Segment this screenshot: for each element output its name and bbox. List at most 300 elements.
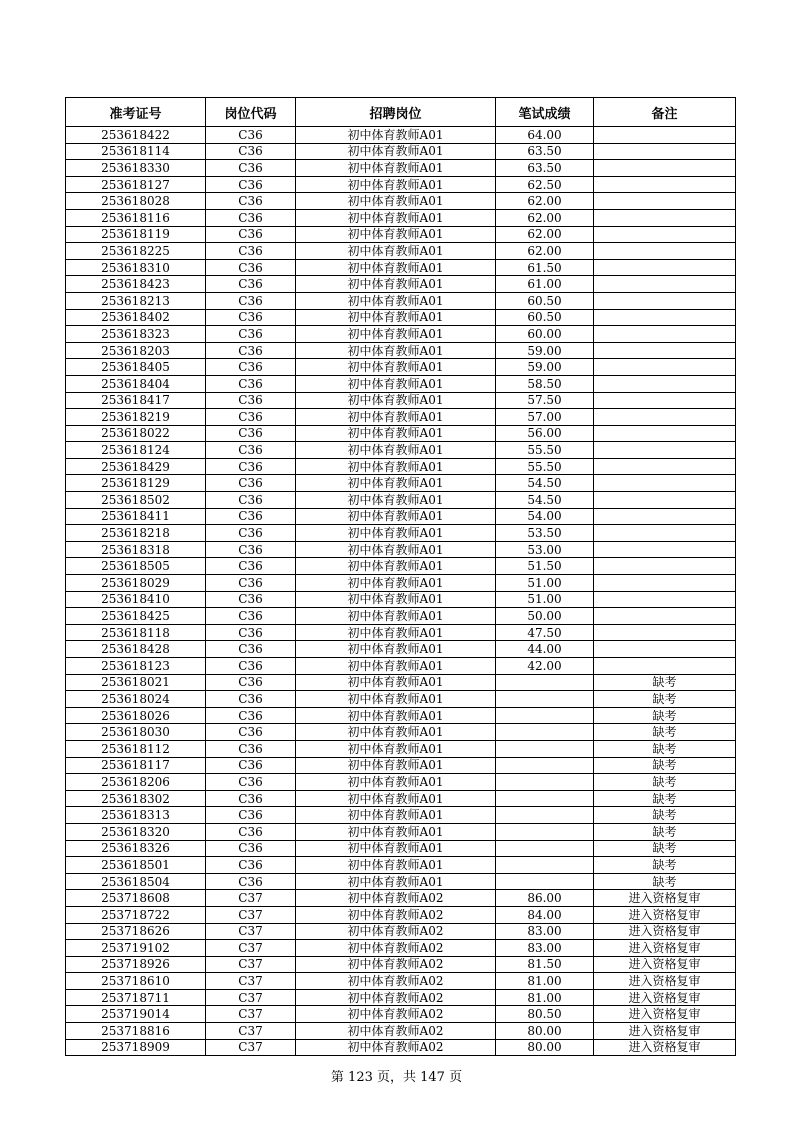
position-cell: 初中体育教师A01 <box>296 624 496 641</box>
score-cell <box>496 807 594 824</box>
position-cell: 初中体育教师A02 <box>296 1023 496 1040</box>
position-code-cell: C36 <box>206 774 296 791</box>
table-header-row <box>66 98 736 127</box>
remark-cell <box>594 409 736 426</box>
position-code-cell: C37 <box>206 1039 296 1056</box>
position-code-cell: C36 <box>206 342 296 359</box>
exam-id-cell: 253718608 <box>66 890 206 907</box>
table-row <box>66 591 736 608</box>
position-code-cell: C36 <box>206 558 296 575</box>
remark-cell: 缺考 <box>594 823 736 840</box>
table-row <box>66 724 736 741</box>
position-cell: 初中体育教师A01 <box>296 508 496 525</box>
score-cell <box>496 757 594 774</box>
score-cell: 59.00 <box>496 359 594 376</box>
exam-id-cell: 253618026 <box>66 707 206 724</box>
position-code-cell: C36 <box>206 541 296 558</box>
score-cell: 56.00 <box>496 425 594 442</box>
table-row <box>66 541 736 558</box>
remark-cell <box>594 276 736 293</box>
exam-id-cell: 253618114 <box>66 143 206 160</box>
score-cell: 60.00 <box>496 326 594 343</box>
position-cell: 初中体育教师A01 <box>296 326 496 343</box>
remark-cell <box>594 392 736 409</box>
score-cell: 42.00 <box>496 658 594 675</box>
score-cell: 47.50 <box>496 624 594 641</box>
remark-cell: 进入资格复审 <box>594 890 736 907</box>
position-cell: 初中体育教师A01 <box>296 641 496 658</box>
remark-cell: 缺考 <box>594 674 736 691</box>
exam-id-cell: 253618502 <box>66 492 206 509</box>
table-row <box>66 359 736 376</box>
position-cell: 初中体育教师A01 <box>296 475 496 492</box>
table-row <box>66 940 736 957</box>
exam-id-cell: 253718626 <box>66 923 206 940</box>
remark-cell: 缺考 <box>594 807 736 824</box>
exam-id-cell: 253618123 <box>66 658 206 675</box>
remark-cell: 进入资格复审 <box>594 923 736 940</box>
score-cell: 51.00 <box>496 591 594 608</box>
exam-id-cell: 253618417 <box>66 392 206 409</box>
position-cell: 初中体育教师A01 <box>296 143 496 160</box>
position-code-cell: C36 <box>206 243 296 260</box>
table-row <box>66 906 736 923</box>
table-row <box>66 458 736 475</box>
position-code-cell: C36 <box>206 326 296 343</box>
table-row <box>66 209 736 226</box>
header-remark: 备注 <box>594 98 736 127</box>
position-cell: 初中体育教师A01 <box>296 740 496 757</box>
position-code-cell: C36 <box>206 292 296 309</box>
table-row <box>66 176 736 193</box>
position-cell: 初中体育教师A01 <box>296 409 496 426</box>
score-cell: 63.50 <box>496 143 594 160</box>
table-row <box>66 292 736 309</box>
exam-id-cell: 253618411 <box>66 508 206 525</box>
remark-cell <box>594 193 736 210</box>
position-code-cell: C36 <box>206 873 296 890</box>
exam-id-cell: 253618423 <box>66 276 206 293</box>
position-cell: 初中体育教师A01 <box>296 442 496 459</box>
exam-id-cell: 253618313 <box>66 807 206 824</box>
position-cell: 初中体育教师A02 <box>296 940 496 957</box>
remark-cell <box>594 658 736 675</box>
remark-cell <box>594 176 736 193</box>
exam-id-cell: 253718816 <box>66 1023 206 1040</box>
position-code-cell: C36 <box>206 276 296 293</box>
remark-cell <box>594 591 736 608</box>
remark-cell: 缺考 <box>594 857 736 874</box>
position-cell: 初中体育教师A01 <box>296 840 496 857</box>
position-code-cell: C36 <box>206 176 296 193</box>
exam-id-cell: 253618124 <box>66 442 206 459</box>
remark-cell <box>594 525 736 542</box>
exam-id-cell: 253618029 <box>66 575 206 592</box>
position-cell: 初中体育教师A01 <box>296 193 496 210</box>
score-cell: 54.00 <box>496 508 594 525</box>
position-cell: 初中体育教师A01 <box>296 425 496 442</box>
exam-id-cell: 253618501 <box>66 857 206 874</box>
position-cell: 初中体育教师A02 <box>296 1039 496 1056</box>
score-cell: 83.00 <box>496 940 594 957</box>
table-row <box>66 658 736 675</box>
table-row <box>66 342 736 359</box>
position-cell: 初中体育教师A01 <box>296 160 496 177</box>
position-cell: 初中体育教师A01 <box>296 790 496 807</box>
exam-id-cell: 253618422 <box>66 127 206 144</box>
position-code-cell: C36 <box>206 740 296 757</box>
table-row <box>66 492 736 509</box>
score-cell: 81.00 <box>496 973 594 990</box>
position-cell: 初中体育教师A01 <box>296 127 496 144</box>
header-position: 招聘岗位 <box>296 98 496 127</box>
exam-id-cell: 253618213 <box>66 292 206 309</box>
position-code-cell: C36 <box>206 409 296 426</box>
remark-cell: 进入资格复审 <box>594 1006 736 1023</box>
remark-cell: 缺考 <box>594 790 736 807</box>
position-code-cell: C36 <box>206 209 296 226</box>
table-row <box>66 326 736 343</box>
score-cell: 62.00 <box>496 226 594 243</box>
position-code-cell: C36 <box>206 359 296 376</box>
exam-id-cell: 253618318 <box>66 541 206 558</box>
position-code-cell: C36 <box>206 807 296 824</box>
remark-cell: 缺考 <box>594 757 736 774</box>
exam-id-cell: 253618118 <box>66 624 206 641</box>
exam-id-cell: 253618022 <box>66 425 206 442</box>
position-cell: 初中体育教师A01 <box>296 226 496 243</box>
position-cell: 初中体育教师A01 <box>296 691 496 708</box>
position-code-cell: C36 <box>206 674 296 691</box>
position-cell: 初中体育教师A02 <box>296 973 496 990</box>
exam-id-cell: 253618219 <box>66 409 206 426</box>
table-row <box>66 840 736 857</box>
remark-cell <box>594 326 736 343</box>
score-cell: 62.00 <box>496 193 594 210</box>
position-code-cell: C36 <box>206 160 296 177</box>
position-cell: 初中体育教师A01 <box>296 375 496 392</box>
table-row <box>66 558 736 575</box>
table-row <box>66 774 736 791</box>
exam-id-cell: 253718711 <box>66 989 206 1006</box>
position-cell: 初中体育教师A01 <box>296 757 496 774</box>
remark-cell: 缺考 <box>594 724 736 741</box>
position-cell: 初中体育教师A02 <box>296 890 496 907</box>
table-row <box>66 127 736 144</box>
table-row <box>66 857 736 874</box>
remark-cell <box>594 492 736 509</box>
remark-cell <box>594 209 736 226</box>
score-cell <box>496 724 594 741</box>
position-cell: 初中体育教师A01 <box>296 292 496 309</box>
position-code-cell: C36 <box>206 608 296 625</box>
remark-cell: 缺考 <box>594 740 736 757</box>
remark-cell <box>594 508 736 525</box>
position-code-cell: C37 <box>206 989 296 1006</box>
position-cell: 初中体育教师A02 <box>296 956 496 973</box>
position-code-cell: C37 <box>206 1023 296 1040</box>
table-row <box>66 674 736 691</box>
position-cell: 初中体育教师A02 <box>296 989 496 1006</box>
exam-id-cell: 253618323 <box>66 326 206 343</box>
exam-id-cell: 253618402 <box>66 309 206 326</box>
position-cell: 初中体育教师A01 <box>296 823 496 840</box>
remark-cell <box>594 641 736 658</box>
exam-id-cell: 253618127 <box>66 176 206 193</box>
exam-id-cell: 253618218 <box>66 525 206 542</box>
position-cell: 初中体育教师A01 <box>296 243 496 260</box>
exam-id-cell: 253618330 <box>66 160 206 177</box>
position-code-cell: C36 <box>206 392 296 409</box>
page-footer: 第 123 页，共 147 页 <box>330 1070 463 1085</box>
table-row <box>66 973 736 990</box>
score-cell: 58.50 <box>496 375 594 392</box>
table-row <box>66 740 736 757</box>
position-code-cell: C37 <box>206 923 296 940</box>
score-cell: 81.50 <box>496 956 594 973</box>
position-cell: 初中体育教师A01 <box>296 857 496 874</box>
score-cell: 86.00 <box>496 890 594 907</box>
position-cell: 初中体育教师A01 <box>296 458 496 475</box>
remark-cell <box>594 575 736 592</box>
score-cell: 57.00 <box>496 409 594 426</box>
score-cell: 60.50 <box>496 292 594 309</box>
score-cell <box>496 774 594 791</box>
exam-id-cell: 253618405 <box>66 359 206 376</box>
position-code-cell: C37 <box>206 956 296 973</box>
position-code-cell: C36 <box>206 724 296 741</box>
table-row <box>66 1006 736 1023</box>
remark-cell <box>594 624 736 641</box>
exam-id-cell: 253618225 <box>66 243 206 260</box>
position-code-cell: C36 <box>206 691 296 708</box>
position-cell: 初中体育教师A01 <box>296 724 496 741</box>
position-code-cell: C36 <box>206 143 296 160</box>
remark-cell <box>594 243 736 260</box>
header-position-code: 岗位代码 <box>206 98 296 127</box>
remark-cell: 进入资格复审 <box>594 940 736 957</box>
position-code-cell: C36 <box>206 492 296 509</box>
position-cell: 初中体育教师A01 <box>296 492 496 509</box>
table-row <box>66 508 736 525</box>
score-cell <box>496 823 594 840</box>
header-written-score: 笔试成绩 <box>496 98 594 127</box>
score-cell: 81.00 <box>496 989 594 1006</box>
position-cell: 初中体育教师A01 <box>296 392 496 409</box>
remark-cell <box>594 375 736 392</box>
table-row <box>66 707 736 724</box>
remark-cell: 缺考 <box>594 840 736 857</box>
exam-id-cell: 253618429 <box>66 458 206 475</box>
score-cell: 54.50 <box>496 492 594 509</box>
score-cell: 62.00 <box>496 209 594 226</box>
exam-id-cell: 253618117 <box>66 757 206 774</box>
exam-id-cell: 253618428 <box>66 641 206 658</box>
remark-cell: 进入资格复审 <box>594 989 736 1006</box>
score-cell: 57.50 <box>496 392 594 409</box>
position-code-cell: C36 <box>206 193 296 210</box>
exam-id-cell: 253618404 <box>66 375 206 392</box>
score-cell: 62.50 <box>496 176 594 193</box>
position-cell: 初中体育教师A01 <box>296 575 496 592</box>
remark-cell: 进入资格复审 <box>594 1039 736 1056</box>
position-code-cell: C37 <box>206 940 296 957</box>
exam-id-cell: 253718926 <box>66 956 206 973</box>
score-cell: 54.50 <box>496 475 594 492</box>
exam-id-cell: 253719014 <box>66 1006 206 1023</box>
score-cell <box>496 740 594 757</box>
position-code-cell: C36 <box>206 127 296 144</box>
table-row <box>66 807 736 824</box>
table-row <box>66 276 736 293</box>
position-cell: 初中体育教师A01 <box>296 359 496 376</box>
score-cell: 51.00 <box>496 575 594 592</box>
table-row <box>66 790 736 807</box>
remark-cell <box>594 558 736 575</box>
score-cell <box>496 873 594 890</box>
position-cell: 初中体育教师A01 <box>296 209 496 226</box>
position-code-cell: C36 <box>206 259 296 276</box>
exam-id-cell: 253618326 <box>66 840 206 857</box>
position-code-cell: C36 <box>206 707 296 724</box>
remark-cell: 进入资格复审 <box>594 956 736 973</box>
remark-cell: 进入资格复审 <box>594 906 736 923</box>
table-row <box>66 259 736 276</box>
score-cell: 53.00 <box>496 541 594 558</box>
position-code-cell: C37 <box>206 973 296 990</box>
remark-cell: 缺考 <box>594 707 736 724</box>
position-code-cell: C36 <box>206 790 296 807</box>
position-code-cell: C36 <box>206 442 296 459</box>
score-cell <box>496 790 594 807</box>
remark-cell <box>594 475 736 492</box>
table-row <box>66 525 736 542</box>
exam-id-cell: 253618410 <box>66 591 206 608</box>
position-code-cell: C36 <box>206 508 296 525</box>
position-code-cell: C36 <box>206 757 296 774</box>
position-cell: 初中体育教师A01 <box>296 608 496 625</box>
table-row <box>66 923 736 940</box>
score-cell: 80.00 <box>496 1039 594 1056</box>
position-code-cell: C36 <box>206 857 296 874</box>
position-cell: 初中体育教师A01 <box>296 558 496 575</box>
position-code-cell: C36 <box>206 823 296 840</box>
position-code-cell: C36 <box>206 658 296 675</box>
table-row <box>66 873 736 890</box>
exam-id-cell: 253618206 <box>66 774 206 791</box>
position-code-cell: C36 <box>206 458 296 475</box>
score-cell: 84.00 <box>496 906 594 923</box>
position-cell: 初中体育教师A01 <box>296 591 496 608</box>
remark-cell <box>594 359 736 376</box>
remark-cell <box>594 160 736 177</box>
position-code-cell: C36 <box>206 591 296 608</box>
position-code-cell: C37 <box>206 890 296 907</box>
table-row <box>66 1039 736 1056</box>
remark-cell: 缺考 <box>594 774 736 791</box>
exam-id-cell: 253618504 <box>66 873 206 890</box>
position-code-cell: C36 <box>206 475 296 492</box>
position-cell: 初中体育教师A02 <box>296 906 496 923</box>
score-cell: 62.00 <box>496 243 594 260</box>
exam-id-cell: 253618028 <box>66 193 206 210</box>
exam-id-cell: 253618119 <box>66 226 206 243</box>
position-code-cell: C36 <box>206 840 296 857</box>
exam-id-cell: 253719102 <box>66 940 206 957</box>
score-cell: 61.50 <box>496 259 594 276</box>
table-row <box>66 226 736 243</box>
position-code-cell: C37 <box>206 906 296 923</box>
position-cell: 初中体育教师A01 <box>296 276 496 293</box>
exam-id-cell: 253618320 <box>66 823 206 840</box>
position-code-cell: C36 <box>206 525 296 542</box>
score-cell: 80.00 <box>496 1023 594 1040</box>
exam-id-cell: 253718909 <box>66 1039 206 1056</box>
table-row <box>66 641 736 658</box>
score-cell: 44.00 <box>496 641 594 658</box>
position-cell: 初中体育教师A01 <box>296 873 496 890</box>
remark-cell: 缺考 <box>594 691 736 708</box>
score-cell: 61.00 <box>496 276 594 293</box>
header-exam-id: 准考证号 <box>66 98 206 127</box>
position-code-cell: C36 <box>206 375 296 392</box>
remark-cell <box>594 442 736 459</box>
exam-id-cell: 253618302 <box>66 790 206 807</box>
table-row <box>66 956 736 973</box>
position-cell: 初中体育教师A01 <box>296 176 496 193</box>
score-cell: 63.50 <box>496 160 594 177</box>
score-cell: 60.50 <box>496 309 594 326</box>
exam-id-cell: 253618024 <box>66 691 206 708</box>
table-row <box>66 608 736 625</box>
position-cell: 初中体育教师A02 <box>296 1006 496 1023</box>
position-cell: 初中体育教师A01 <box>296 707 496 724</box>
score-cell: 64.00 <box>496 127 594 144</box>
table-row <box>66 890 736 907</box>
remark-cell <box>594 342 736 359</box>
score-cell: 51.50 <box>496 558 594 575</box>
position-code-cell: C36 <box>206 425 296 442</box>
exam-id-cell: 253718722 <box>66 906 206 923</box>
exam-id-cell: 253618021 <box>66 674 206 691</box>
position-code-cell: C36 <box>206 641 296 658</box>
remark-cell: 进入资格复审 <box>594 1023 736 1040</box>
table-row <box>66 409 736 426</box>
table-row <box>66 392 736 409</box>
table-row <box>66 160 736 177</box>
exam-id-cell: 253618129 <box>66 475 206 492</box>
table-row <box>66 691 736 708</box>
score-cell: 59.00 <box>496 342 594 359</box>
position-code-cell: C36 <box>206 624 296 641</box>
score-cell <box>496 840 594 857</box>
table-row <box>66 193 736 210</box>
score-cell: 80.50 <box>496 1006 594 1023</box>
position-cell: 初中体育教师A02 <box>296 923 496 940</box>
remark-cell: 缺考 <box>594 873 736 890</box>
exam-id-cell: 253618116 <box>66 209 206 226</box>
table-row <box>66 309 736 326</box>
score-cell: 50.00 <box>496 608 594 625</box>
table-row <box>66 1023 736 1040</box>
position-cell: 初中体育教师A01 <box>296 309 496 326</box>
position-code-cell: C36 <box>206 309 296 326</box>
remark-cell <box>594 292 736 309</box>
score-table <box>65 97 736 1056</box>
table-row <box>66 475 736 492</box>
score-cell: 53.50 <box>496 525 594 542</box>
table-row <box>66 243 736 260</box>
